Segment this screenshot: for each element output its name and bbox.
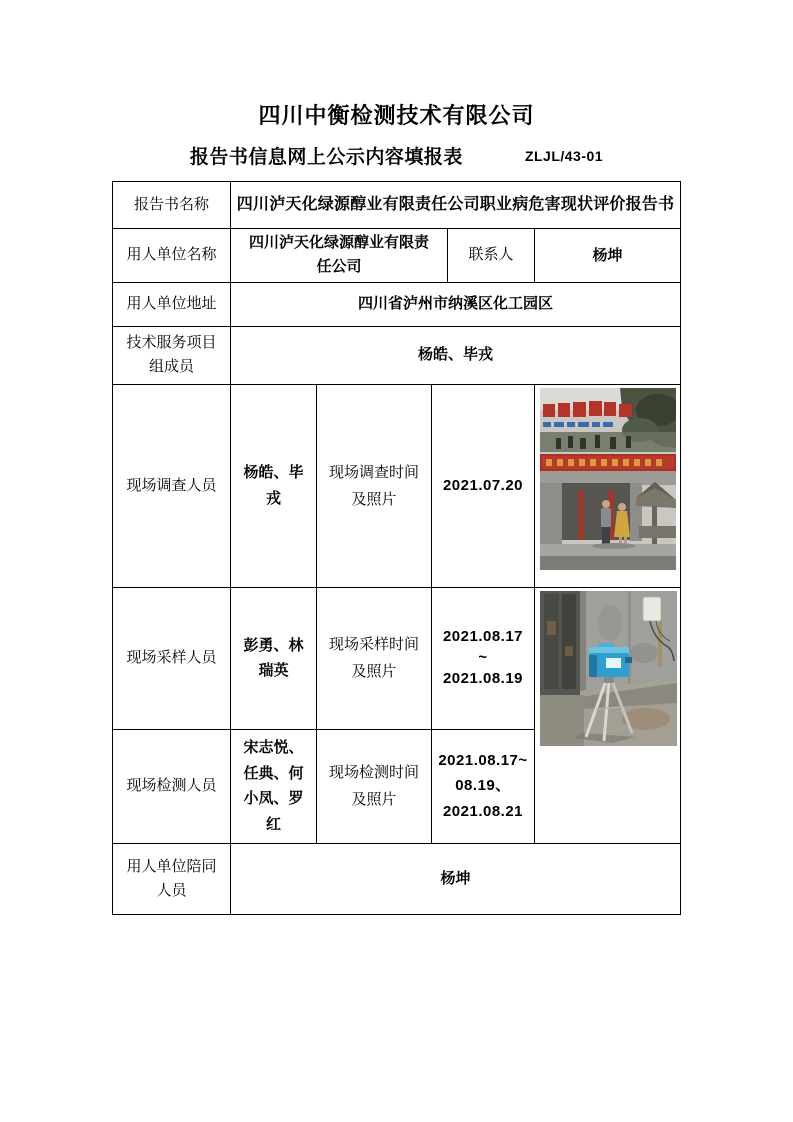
- site-testing-names: 宋志悦、任典、何小凤、罗红: [231, 729, 317, 843]
- row-project-team: [113, 326, 681, 384]
- site-sampling-label: 现场采样人员: [113, 587, 231, 729]
- contact-value: 杨坤: [535, 229, 681, 283]
- site-survey-label: 现场调查人员: [113, 384, 231, 587]
- site-testing-time-label: 现场检测时间及照片: [317, 729, 432, 843]
- sampling-device-photo: [540, 591, 677, 746]
- factory-gate-photo: [540, 388, 676, 570]
- site-survey-time-value: 2021.07.20: [432, 384, 535, 587]
- row-report-name: [113, 182, 681, 229]
- report-name-label: 报告书名称: [113, 182, 231, 229]
- site-sampling-time-value: 2021.08.17 ~ 2021.08.19: [432, 587, 535, 729]
- row-site-survey: [113, 384, 681, 587]
- row-site-sampling: [113, 587, 681, 729]
- tilde-separator: ~: [478, 648, 488, 666]
- site-survey-photo-cell: [535, 384, 681, 587]
- employer-name-label: 用人单位名称: [113, 229, 231, 283]
- form-title: 报告书信息网上公示内容填报表: [189, 147, 463, 168]
- report-name-value: 四川泸天化绿源醇业有限责任公司职业病危害现状评价报告书: [231, 182, 681, 229]
- site-survey-time-label: 现场调查时间及照片: [317, 384, 432, 587]
- site-sampling-names: 彭勇、林瑞英: [231, 587, 317, 729]
- employer-address-value: 四川省泸州市纳溪区化工园区: [231, 282, 681, 326]
- project-team-label: 技术服务项目组成员: [113, 326, 231, 384]
- site-sampling-photo-cell: [535, 587, 681, 843]
- company-title: 四川中衡检测技术有限公司: [258, 103, 535, 128]
- row-employer-name: [113, 229, 681, 283]
- project-team-value: 杨皓、毕戎: [231, 326, 681, 384]
- report-info-table: [112, 181, 681, 915]
- site-survey-names: 杨皓、毕戎: [231, 384, 317, 587]
- escort-label: 用人单位陪同人员: [113, 843, 231, 914]
- row-escort: [113, 843, 681, 914]
- site-testing-label: 现场检测人员: [113, 729, 231, 843]
- contact-label: 联系人: [448, 229, 535, 283]
- site-testing-time-value: 2021.08.17~ 08.19、 2021.08.21: [432, 729, 535, 843]
- form-title-line: [0, 142, 793, 169]
- site-sampling-time-label: 现场采样时间及照片: [317, 587, 432, 729]
- escort-value: 杨坤: [231, 843, 681, 914]
- row-employer-address: [113, 282, 681, 326]
- employer-address-label: 用人单位地址: [113, 282, 231, 326]
- form-code: ZLJL/43-01: [524, 147, 604, 164]
- employer-name-value: 四川泸天化绿源醇业有限责任公司: [231, 229, 448, 283]
